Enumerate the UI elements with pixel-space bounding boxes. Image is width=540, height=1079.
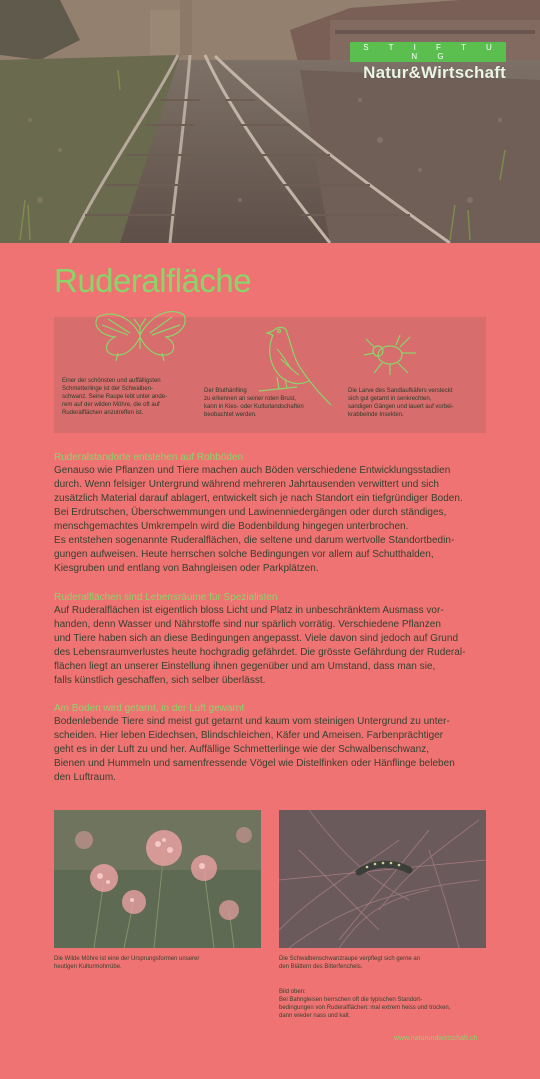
foundation-logo [350,42,506,83]
section-heading: Am Boden wird getarnt, in der Luft gewarnt [54,703,245,714]
section-spezialisten [54,592,494,688]
section-heading: Ruderalflächen sind Lebensräume für Spezialisten [54,592,278,603]
section-body: Auf Ruderalflächen ist eigentlich bloss Licht und Platz in unbeschränktem Ausmass vor- handen, denn Wasser und Nährstoffe sind nur spärlich vorrätig. Verschiedene Pflanzen und Tiere haben sich an diese Bedingungen angepasst. Viele davon sind jedoch auf Grund des Lebensraumverlustes heute hochgradig gefährdet. Die grösste Gefährdung der Ruderal- flächen liegt an unserer Einstellung ihnen gegenüber und am Umstand, dass man sie, falls künstlich geschaffen, sich selber überlässt. [54,605,466,686]
wild-carrot-caption: Die Wilde Möhre ist eine der Ursprungsformen unserer heutigen Kulturmohrrübe. [54,956,200,970]
logo-tagline: S T I F T U N G [350,42,506,62]
caterpillar-caption: Die Schwalbenschwanzraupe verpflegt sich gerne an den Blättern des Bitterfenchels. [279,956,421,970]
butterfly-icon [90,305,190,365]
caterpillar-photo [279,810,486,948]
section-getarnt [54,703,494,785]
butterfly-caption: Einer der schönsten und auffälligsten Schmetterlinge ist der Schwalben- schwanz. Seine Raupe lebt unter ande- rem auf der wilden Möhre, die oft auf Ruderalflächen anzutreffen ist. [62,378,168,416]
page-title: Ruderalfläche [54,262,252,299]
finch-caption: Der Bluthänfling zu erkennen an seiner roten Brust, kann in Kies- oder Kulturlandschaften beobachtet werden. [204,388,304,418]
wild-carrot-photo [54,810,261,948]
beetle-larva-icon [360,333,420,377]
section-body: Bodenlebende Tiere sind meist gut getarnt und kaum vom steinigen Untergrund zu unter- scheiden. Hier leben Eidechsen, Blindschleichen, Käfer und Ameisen. Farbenprächtiger geht es in der Luft zu und her. Auffällige Schmetterlinge wie der Schwalbenschwanz, Bienen und Hummeln und samenfressende Vögel wie Distelfinken oder Hänflinge beleben den Luftraum. [54,716,455,783]
species-illustration-panel [54,317,486,433]
website-link[interactable]: www.naturundwirtschaft.ch [394,1035,478,1042]
beetle-caption: Die Larve des Sandlaufkäfers versteckt sich gut getarnt in senkrechten, sandigen Gängen und lauert auf vorbei- krabbelnde Insekten. [348,388,454,418]
section-rohboeden [54,452,494,576]
hero-photo-railway [0,0,540,243]
section-body: Genauso wie Pflanzen und Tiere machen auch Böden verschiedene Entwicklungsstadien durch. Wenn felsiger Untergrund während mehreren Jahrtausenden verwittert und sich zusätzlich Material darauf ablagert, entwickelt sich je nach Standort ein tiefgründiger Boden. Bei Erdrutschen, Überschwemmungen und Lawinenniedergängen oder durch ständiges, menschgemachtes Umkrempeln wird die Bodenbildung hingegen unterbrochen. Es entstehen sogenannte Ruderalflächen, die seltene und darum wertvolle Standortbedin- gungen aufweisen. Heute herrschen solche Bedingungen vor allem auf Schutthalden, Kiesgruben und entlang von Bahngleisen oder Parkplätzen. [54,465,463,574]
hero-photo-note: Bild oben: Bei Bahngleisen herrschen oft die typischen Standort- bedingungen von Ruderalflächen: mal extrem heiss und trocken, dann wieder nass und kalt. [279,989,451,1019]
section-heading: Ruderalstandorte entstehen auf Rohböden [54,452,244,463]
logo-name: Natur&Wirtschaft [363,63,506,82]
